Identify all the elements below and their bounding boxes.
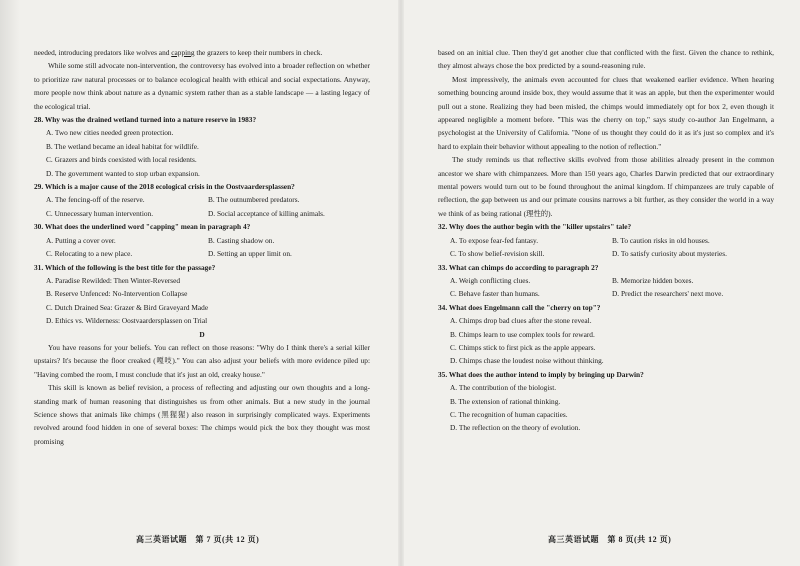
page-shadow xyxy=(0,0,20,566)
q28-option-b: B. The wetland became an ideal habitat for wildlife. xyxy=(46,141,199,151)
q32-options-row-2 xyxy=(438,247,774,260)
q33-options-row-1 xyxy=(438,274,774,287)
q35-option-b: B. The extension of rational thinking. xyxy=(450,396,561,406)
question-31: 31. Which of the following is the best title for the passage? xyxy=(34,262,216,272)
right-page xyxy=(438,46,774,435)
q33-option-d: D. Predict the researchers' next move. xyxy=(612,289,724,299)
question-32: 32. Why does the author begin with the "killer upstairs" tale? xyxy=(438,222,632,232)
q29-option-c: C. Unnecessary human intervention. xyxy=(46,208,154,218)
q31-option-a: A. Paradise Rewilded: Then Winter-Reversed xyxy=(46,275,181,285)
q34-option-c: C. Chimps stick to first pick as the apple appears. xyxy=(450,342,596,352)
q32-option-d: D. To satisfy curiosity about mysteries. xyxy=(612,249,728,259)
q29-option-b: B. The outnumbered predators. xyxy=(208,195,300,205)
intro-text-2: the grazers to keep their numbers in check. xyxy=(194,48,323,57)
question-30: 30. What does the underlined word "capping" mean in paragraph 4? xyxy=(34,222,251,232)
q35-option-c: C. The recognition of human capacities. xyxy=(450,409,568,419)
question-34: 34. What does Engelmann call the "cherry on top"? xyxy=(438,302,601,312)
q32-options-row-1 xyxy=(438,234,774,247)
underlined-word-capping: capping xyxy=(171,48,195,57)
q30-option-a: A. Putting a cover over. xyxy=(46,235,116,245)
intro-paragraph xyxy=(34,46,370,59)
q32-option-c: C. To show belief-revision skill. xyxy=(450,249,545,259)
q34-option-a: A. Chimps drop bad clues after the stone reveal. xyxy=(450,316,592,326)
q33-options-row-2 xyxy=(438,287,774,300)
q30-option-b: B. Casting shadow on. xyxy=(208,235,275,245)
q33-option-b: B. Memorize hidden boxes. xyxy=(612,275,694,285)
section-heading-d: D xyxy=(199,329,205,339)
q28-option-c: C. Grazers and birds coexisted with local residents. xyxy=(46,155,197,165)
q30-option-d: D. Setting an upper limit on. xyxy=(208,249,292,259)
q28-option-d: D. The government wanted to stop urban expansion. xyxy=(46,168,200,178)
q34-option-d: D. Chimps chase the loudest noise without thinking. xyxy=(450,356,604,366)
center-fold xyxy=(398,0,404,566)
q30-options-row-1 xyxy=(34,234,370,247)
q31-option-d: D. Ethics vs. Wilderness: Oostvaardersplassen on Trial xyxy=(46,316,208,326)
intro-text-1: needed, introducing predators like wolves and xyxy=(34,48,172,57)
question-35: 35. What does the author intend to imply by bringing up Darwin? xyxy=(438,369,644,379)
q31-option-b: B. Reserve Unfenced: No-Intervention Collapse xyxy=(46,289,188,299)
q34-option-b: B. Chimps learn to use complex tools for reward. xyxy=(450,329,595,339)
q35-option-d: D. The reflection on the theory of evolution. xyxy=(450,423,581,433)
q28-option-a: A. Two new cities needed green protection. xyxy=(46,128,174,138)
q33-option-a: A. Weigh conflicting clues. xyxy=(450,275,531,285)
question-33: 33. What can chimps do according to paragraph 2? xyxy=(438,262,599,272)
q29-option-a: A. The fencing-off of the reserve. xyxy=(46,195,145,205)
paragraph-continued: based on an initial clue. Then they'd get another clue that conflicted with the first. Given the chance to rethink, they almost always chose the box predicted by a sound-reasoning rule. xyxy=(438,48,774,71)
q29-option-d: D. Social acceptance of killing animals. xyxy=(208,208,325,218)
paragraph-study-reminds: The study reminds us that reflective skills evolved from those abilities already present in the common ancestor we share with chimpanzees. More than 150 years ago, Charles Darwin predicted that our extraordinary mental powers would turn out to be found throughout the animal kingdom. If chimpanzees are truly capable of reflection, the gap between us and our primate cousins narrows a bit further, as they consider the world in a way we think of as being rational (理性的). xyxy=(438,155,774,218)
q30-option-c: C. Relocating to a new place. xyxy=(46,249,133,259)
question-28: 28. Why was the drained wetland turned into a nature reserve in 1983? xyxy=(34,115,257,125)
q29-options-row-1 xyxy=(34,193,370,206)
paragraph-controversy: While some still advocate non-intervention, the controversy has evolved into a broader reflection on whether to prioritize raw natural processes or to balance ecological health with ethical and social expectations. Anyway, more people now think about nature as a dynamic system rather than as a stable landscape — a lasting legacy of the ecological trial. xyxy=(34,61,370,111)
paragraph-belief-revision: This skill is known as belief revision, a process of reflecting and adjusting our own thoughts and a long-standing mark of human reasoning that distinguishes us from other animals. But a new study in the journal Science shows that animals like chimps (黑猩猩) also reason in surprisingly complicated ways. Experiments revolved around food hidden in one of several boxes: The chimps would pick the box they thought was most promising xyxy=(34,383,370,446)
q29-options-row-2 xyxy=(34,207,370,220)
left-page-footer: 高三英语试题 第 7 页(共 12 页) xyxy=(136,535,260,544)
q32-option-a: A. To expose fear-fed fantasy. xyxy=(450,235,539,245)
question-29: 29. Which is a major cause of the 2018 ecological crisis in the Oostvaardersplassen? xyxy=(34,182,295,192)
left-page xyxy=(34,46,370,448)
paragraph-beliefs: You have reasons for your beliefs. You can reflect on those reasons: "Why do I think there's a serial killer upstairs? It's because the floor creaked (嘎吱)." You can also adjust your beliefs with more evidence piled up: "Having combed the room, I must conclude that it's just an old, creaky house." xyxy=(34,342,370,379)
q35-option-a: A. The contribution of the biologist. xyxy=(450,383,557,393)
q32-option-b: B. To caution risks in old houses. xyxy=(612,235,710,245)
right-page-footer: 高三英语试题 第 8 页(共 12 页) xyxy=(548,535,672,544)
paragraph-most-impressively: Most impressively, the animals even accounted for clues that weakened earlier evidence. When hearing something bouncing around inside box, they would assume that it was an apple, but then the experimenter would pull out a stone. Realizing they had been misled, the chimps would immediately opt for box 2, even though it appeared negligible a moment before. "This was the cherry on top," says study co-author Jan Engelmann, a psychologist at the University of California. "None of us thought they could do it as it's just so complex and it's hard to explain their behavior without appealing to the notion of reflection." xyxy=(438,74,774,151)
q31-option-c: C. Dutch Drained Sea: Grazer & Bird Graveyard Made xyxy=(46,302,209,312)
q33-option-c: C. Behave faster than humans. xyxy=(450,289,540,299)
q30-options-row-2 xyxy=(34,247,370,260)
